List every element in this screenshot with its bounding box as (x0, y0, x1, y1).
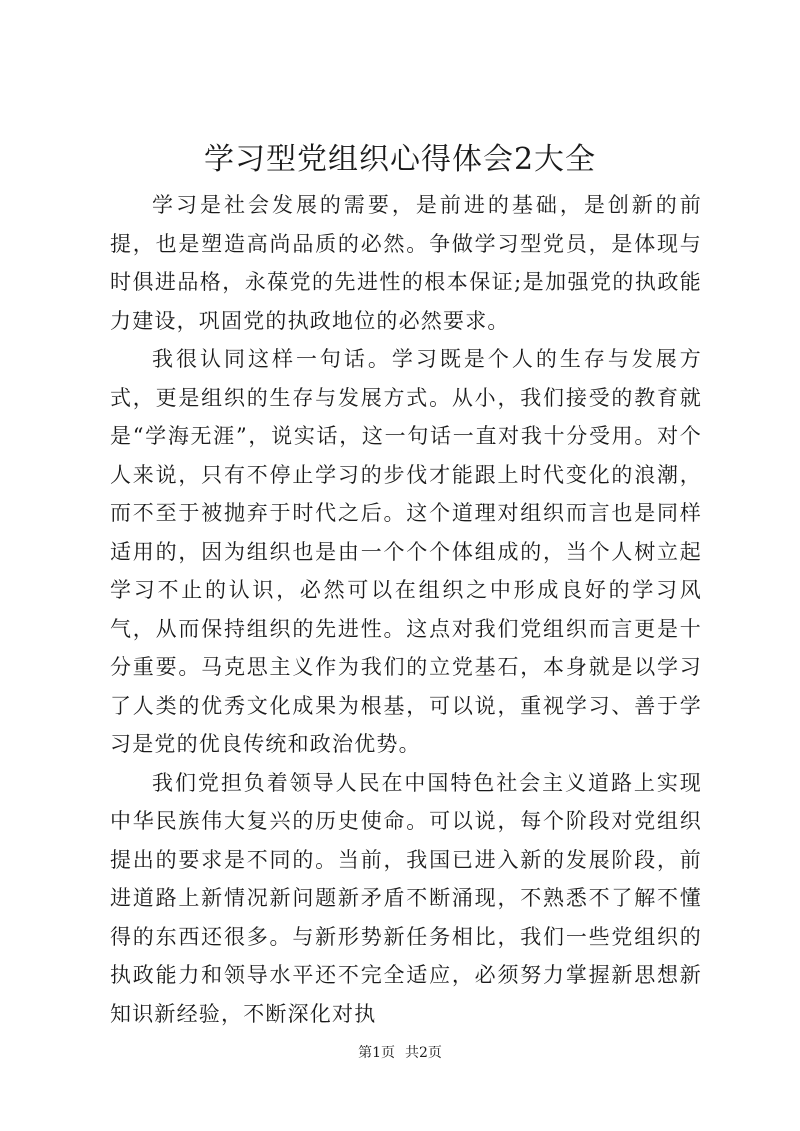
page-footer (0, 1043, 800, 1063)
paragraph-3: 我们党担负着领导人民在中国特色社会主义道路上实现中华民族伟大复兴的历史使命。可以说，每个阶段对党组织提出的要求是不同的。当前，我国已进入新的发展阶段，前进道路上新情况新问题新矛盾不断涌现，不熟悉不了解不懂得的东西还很多。与新形势新任务相比，我们一些党组织的执政能力和领导水平还不完全适应，必须努力掌握新思想新知识新经验，不断深化对执 (110, 770, 702, 1026)
document-body (110, 186, 702, 1033)
paragraph-1: 学习是社会发展的需要，是前进的基础，是创新的前提，也是塑造高尚品质的必然。争做学习型党员，是体现与时俱进品格，永葆党的先进性的根本保证;是加强党的执政能力建设，巩固党的执政地位的必然要求。 (110, 193, 702, 333)
document-title: 学习型党组织心得体会2大全 (203, 142, 597, 177)
paragraph-2: 我很认同这样一句话。学习既是个人的生存与发展方式，更是组织的生存与发展方式。从小，我们接受的教育就是“学海无涯”，说实话，这一句话一直对我十分受用。对个人来说，只有不停止学习的步伐才能跟上时代变化的浪潮，而不至于被抛弃于时代之后。这个道理对组织而言也是同样适用的，因为组织也是由一个个个体组成的，当个人树立起学习不止的认识，必然可以在组织之中形成良好的学习风气，从而保持组织的先进性。这点对我们党组织而言更是十分重要。马克思主义作为我们的立党基石，本身就是以学习了人类的优秀文化成果为根基，可以说，重视学习、善于学习是党的优良传统和政治优势。 (110, 347, 702, 756)
page-total: 共2页 (405, 1045, 442, 1061)
page-number: 第1页 (358, 1045, 395, 1061)
